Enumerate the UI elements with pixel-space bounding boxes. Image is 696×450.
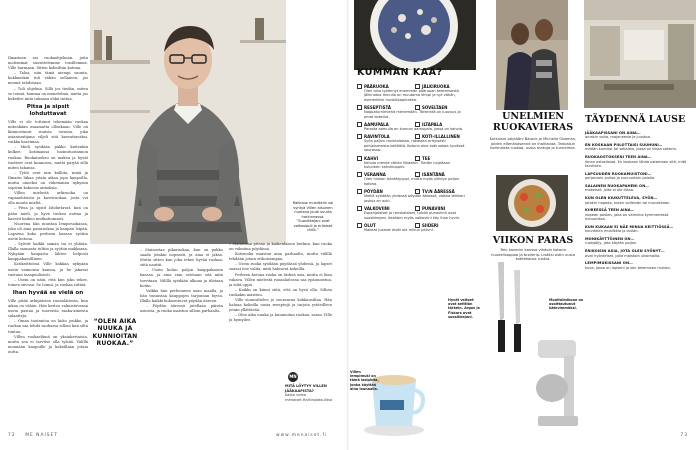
- tayd-question: JÄÄKAAPISSANI ON AINA…: [585, 131, 641, 135]
- quiz-option[interactable]: VALKOVIINI: [357, 206, 409, 211]
- quiz-item: [357, 122, 481, 131]
- list-item: [585, 249, 689, 258]
- quiz-item: [357, 189, 481, 203]
- article-paragraph: – Olen aika nuuka ja kunnioitan ruokaa, sanoo Ville ja hymyilee.: [229, 313, 332, 323]
- article-paragraph: Perheen kotona ruoka on tärkeä asia, mutta ei liian vakava. Villen mielestä ruoanlaitossa saa epäonnistua, ja siitä oppii.: [229, 272, 332, 287]
- tayd-answer: nopean pastan, joka on valmiina kymmenessä minuutissa.: [585, 212, 669, 222]
- article-paragraph: – Pitsa ja sipsit lohduttavat, kun on paha mieli, ja hyvä tuoksu auttaa ja kaverit kaiken mutkattomasti.: [8, 206, 88, 221]
- footer-left: [8, 433, 58, 438]
- quiz-list: [357, 84, 481, 235]
- unelmien-heading: UNELMIEN RUOKAVIERAS: [492, 111, 574, 133]
- list-item: [585, 172, 689, 181]
- tayd-question: EN KOSKAAN PIILOTTAISI SUUHUNI…: [585, 143, 663, 148]
- video-logo-icon[interactable]: MN: [288, 372, 298, 382]
- list-item: [585, 208, 689, 221]
- list-item: [585, 131, 689, 140]
- portrait-caption: Rakkaus musiikkiin sai syntyä Villen aisuinen nuorena joudi suurta harkinnassa. “Suosikkejani ovat valkosipuli ja erilaiset chilit.”: [292, 201, 334, 232]
- knives-photo: [480, 258, 540, 358]
- tayd-list: [585, 131, 689, 274]
- tayd-answer: ilman ostoslistaa. En koskaan lähde ostamaan sitä, mitä tarvitsen.: [585, 159, 687, 168]
- tayd-answer: perjantain pullaa ja sunnuntain paistia.: [585, 176, 656, 181]
- article-paragraph: – Mainostaa pikaruokaa, kun on pakko saada jotakin nopeasti, ja aina ei jaksa. Mutta sitten kun joku tekee hyvää ruokaa, siitä nauttii.: [140, 248, 223, 268]
- knives-illustration: [480, 258, 540, 358]
- quiz-description: Syön paljon ravintoloissa, rakastan erityisesti pohjoismaista keittiötä. Kotona aina kotiruokaa hyvässä seurassa.: [364, 139, 465, 153]
- tayd-answer: kuva, jossa on lapseni ja sen tekemisen muisto.: [585, 265, 671, 270]
- footer-url[interactable]: www.menaiset.fi: [276, 433, 328, 438]
- video-caption[interactable]: [285, 384, 339, 402]
- list-item: [585, 225, 689, 234]
- quiz-description: Parasta aamulla on kunnon aamupala, jossa on kahvia.: [364, 127, 464, 132]
- article-paragraph: Kotikeittiössä Ville kokkaa nykyään usein vaimonsa kanssa, ja he jakavat vastuun tasapuolisesti.: [8, 262, 88, 277]
- article-paragraph: Ville ei ole tottunut tekemään ruokaa mitenkään osaamatta ollenkaan. Ville on kiinnostunut ruuista sivussa, joka asiantuntijana viljeli sitä kasvattavaksi, vaikka kasvimaa.: [8, 119, 88, 145]
- list-item: [585, 261, 689, 270]
- article-paragraph: Villen ruokaelämä on yksinkertaista, mutta sen ei tarvitse olla tylsää. Välillä mennään kaupoille ja kokeillaan jotain uutta.: [8, 334, 88, 354]
- video-caption-title: MITÄ LÖYTYY VILLEN JÄÄKAAPISTA?: [285, 384, 327, 393]
- mixer-photo: [534, 330, 580, 438]
- article-paragraph: – Syövät kaikki saman tai ei yhtään. Illalla saunasta tultiin ja syötiin makkaraa. Nykyään kaupasta lähtee helposti kauppakassillinen.: [8, 242, 88, 262]
- quiz-heading: KUMMAN KAA?: [357, 67, 443, 78]
- article-column-2: [140, 248, 223, 428]
- vikon-heading: VIIKON PARAS: [492, 235, 574, 246]
- interior-photo: [584, 0, 696, 108]
- mixer-illustration: [534, 330, 580, 438]
- unelmien-text: Kutsuisin pöytääni Barack ja Michelle Obaman, joiden elämänasenne on ihailtavaa. Tarjoaisin kotimaista ruokaa, uusia makuja ja tunnelmia.: [489, 137, 577, 151]
- quiz-item: [357, 172, 481, 186]
- subheading-pitsa: Pitsa ja sipsit lohduttavat: [26, 103, 70, 117]
- list-item: [585, 184, 689, 193]
- quiz-option[interactable]: RAVINTOLA: [357, 134, 409, 139]
- list-item: [585, 143, 689, 152]
- list-item: [585, 196, 689, 205]
- article-paragraph: – Mainostaa pitsan ja kaikenlaisen herkun, kun ruoka on valmiina pöydässä.: [229, 242, 332, 252]
- quiz-option[interactable]: AAMUPALA: [357, 122, 409, 127]
- quiz-item: [357, 223, 481, 232]
- portrait-illustration: [90, 0, 286, 244]
- tayd-answer: ruokaöljy, jota käytän paljon.: [585, 241, 638, 246]
- quiz-description: Olen hiukan isäntätyyppi, mutta myös viihdyn paljon kotona.: [364, 177, 460, 186]
- pull-quote: “OLEN AIKA NUUKA JA KUNNIOITAN RUOKAA.”: [92, 318, 138, 348]
- quiz-description: Kahvia menee vähän liikaakin. Tiedän nojaltaan kuluneen kahvikuppini.: [364, 160, 451, 170]
- subheading-ihan-hyvaa: Ihan hyvää se vielä on: [12, 289, 84, 296]
- quiz-option[interactable]: RESEPTISTÄ: [357, 105, 409, 110]
- knives-caption: Hyvät veitset ovat keittiön tärkein. Argos ja Fiskars ovat suosikkejani.: [448, 298, 480, 319]
- quiz-option[interactable]: JÄLKIRUOKA: [415, 84, 467, 89]
- tayd-question: SALAINEN RUOKAPAHENI ON…: [585, 184, 650, 189]
- tayd-question: MONIKÄYTTÖINEN ON…: [585, 237, 635, 242]
- list-item: [585, 155, 689, 168]
- article-paragraph: Ilmarinen sai ruokaohjelman, joita molemmat suosittelemme toisillemme. Ville harmaan. Sitten kokeiltiin kotona.: [8, 56, 88, 71]
- quiz-item: [357, 206, 481, 220]
- couple-illustration: [496, 0, 568, 110]
- quiz-option[interactable]: TV:N ÄÄRESSÄ: [415, 189, 467, 194]
- quiz-option[interactable]: ISÄNTÄNÄ: [415, 172, 467, 177]
- tayd-answer: ovat hyönteiset, joita maistoin ulkomailla.: [585, 253, 661, 258]
- tayd-answer: mitään kumiksi tai sellaista, jossa on liikaa sokeria.: [585, 147, 677, 152]
- tayd-question: KUN OLEN KIUKUTTELEVA, SYÖN…: [585, 196, 658, 201]
- quiz-item: [357, 84, 481, 102]
- tayd-answer: makeiset, joita ei ole liikaa.: [585, 188, 635, 193]
- food-photo: [496, 175, 568, 231]
- interior-illustration: [584, 0, 696, 108]
- article-paragraph: Ville suunnittelee jo seuraavaa kokkausiltaa. Hän haluaa kokeilla uusia reseptejä ja tarjota ystävilleen jotain yllättävää.: [229, 298, 332, 313]
- quiz-description: Olen aina tykännyt enemmän pääruoan tekemisestä. Jälkiruoka minulla on muutama lempi ja nyt vähän, esimerkiksi mustikkapiirakka.: [364, 89, 460, 102]
- article-paragraph: – Taloa, niin tämä aiempi suunta, kokkauskin tuli vähän sellainen, jos mennä tahdotaan.: [8, 71, 88, 86]
- list-item: [585, 237, 689, 246]
- tayd-answer: kuuntelen musiikkia ja laulan.: [585, 229, 639, 234]
- mug-caption: Villen lempimuki on tämä lasipinta, jonka käyttää aina lounaalla.: [350, 370, 379, 391]
- quiz-description: Noppaturnimiehä menemään. Tärkeintä on luovuus ja omat kokeilut.: [364, 110, 461, 119]
- tayd-question: ERIKOISIN ASIA, JOTA OLEN SYÖNYT…: [585, 249, 665, 254]
- quiz-option[interactable]: TEE: [415, 156, 467, 161]
- article-paragraph: – Kaikki on kiinni siitä, että on hyvä olla. Silloin ruokakin maistuu.: [229, 287, 332, 297]
- quiz-option[interactable]: VERANNA: [357, 172, 409, 177]
- article-paragraph: Kotiruoka maistuu aina parhaalta, mutta välillä tehdään jotain erikoisempaa.: [229, 252, 332, 262]
- article-paragraph: – Tuli ohjelma. Sillä jos tiedän, miten se toimii, homma on menetelmä, mutta jos kokeilee mitä tahansa ehkä tuttua.: [8, 86, 88, 101]
- tayd-question: LAPSUUDEN RUOKAMUISTONI…: [585, 171, 652, 176]
- quiz-option[interactable]: OLUT: [357, 223, 409, 228]
- tayd-heading: TÄYDENNÄ LAUSE: [585, 114, 686, 125]
- page-number-right: 73: [680, 433, 688, 438]
- quiz-description: Espanjalaiset ja ranskalaiset, tuhdit punaviinit ovat suosikkejani. Kesäisin myös valkoviini käy ihan hyvin.: [364, 211, 461, 220]
- plate-illustration: [354, 0, 476, 70]
- article-paragraph: Valkka hän perheineen asuu maalla, ja hän tunnistaa kauppojen tarjonnan hyvin. Illalla kaikki kokoontuvat pöydän ääreen.: [140, 288, 223, 303]
- tayd-question: LEMPIMUKISSANI ON…: [585, 261, 633, 266]
- tayd-answer: ainakin voita, majoneesia ja juustoa.: [585, 135, 651, 140]
- quiz-option[interactable]: KAHVI: [357, 156, 409, 161]
- article-column-1: [8, 56, 88, 428]
- couple-photo: [496, 0, 568, 110]
- vikon-text: Tein kaverini kanssa vihdoin kotona nuudelisoppaa ja broileria. Lisäksi ostin uusia kotitekoisia ruokia.: [491, 248, 575, 262]
- quiz-item: [357, 134, 481, 152]
- article-paragraph: – Usein on näin, että kun joku tekee, toinen siivoaa. Se toimii, ja ruokaa riittää.: [8, 277, 88, 287]
- magazine-name: ME NAISET: [25, 433, 58, 438]
- tayd-answer: jotakin nopeaa, kuten voileivän tai munakkaan.: [585, 200, 671, 205]
- article-paragraph: Ville pitää arkipäivien ruoanlaitosta, kun aikaa on vähän. Hän kertoo valmistavansa usein pastaa ja tuoreista raaka-aineista salaatteja.: [8, 298, 88, 319]
- video-caption-link[interactable]: Katso video menaiset.fi/villeplatsulitsa: [285, 393, 333, 402]
- quiz-option[interactable]: PUNAVIINI: [415, 206, 467, 211]
- plate-photo: [354, 0, 476, 70]
- article-paragraph: – Mieli syödään pakko kuitenkin kulkee, kotimaissa luomutuotannon ruokaa. Ruokatuoksu on makea ja hyvät tuotteet ovat kunnossa, mutta pärjää sillä miten tahansa.: [8, 145, 88, 170]
- quiz-option[interactable]: SOVELTAEN: [415, 105, 467, 110]
- portrait-photo: [90, 0, 286, 244]
- quiz-item: [357, 105, 481, 119]
- article-paragraph: – Pöydän ääressä jutellaan päivän asioista, ja ruoka maistuu silloin parhaalta.: [140, 304, 223, 314]
- quiz-option[interactable]: ILTAPALA: [415, 122, 467, 127]
- quiz-description: Meillä syödään yhdessä pöydän ääressä, vaikka telkkari joskus on auki.: [364, 194, 465, 203]
- mixer-caption: Monitoimikone on osoittautunut kätevimmäksi.: [549, 298, 584, 311]
- quiz-option[interactable]: KOTI-ILLALLINEN: [415, 134, 467, 139]
- tayd-question: KUN KUKAAN EI NÄE MINUA KEITTIÖSSÄ…: [585, 224, 674, 229]
- article-paragraph: – Usein ruoka syödään pöydässä yhdessä, ja lapset saavat itse valita, mitä haluavat kokeilla.: [229, 262, 332, 272]
- article-paragraph: – Omaa tuotantoa on koko joukko, ja ruokaa saa tehdä rauhassa silloin kun siltä tuntuu.: [8, 319, 88, 334]
- tayd-question: KIIREESSÄ TEEN AINA…: [585, 208, 635, 213]
- quiz-option[interactable]: PÄÄRUOKA: [357, 84, 409, 89]
- quiz-option[interactable]: SIIDERI: [415, 223, 467, 228]
- quiz-item: [357, 156, 481, 170]
- article-paragraph: – Tytöt ovat niin kalliita, minä ja Ilmarin liikaa jotain aikaa jopa kaupoilla, mutta onneksi on vähemmän nykyisin sopivan kokoisia annoksia.: [8, 170, 88, 191]
- quiz-option[interactable]: PÖYDÄN: [357, 189, 409, 194]
- page-number-left: 72: [8, 433, 16, 438]
- food-illustration: [496, 175, 568, 231]
- tayd-question: RUOKAOSTOKSENI TEEN AINA…: [585, 155, 652, 160]
- article-paragraph: – Usein kuluu paljon kauppakassin kanssa, ja aina vain ostetaan sitä mitä tarvitaan. Välillä syödään ulkona ja tilataan kotiin.: [140, 268, 223, 288]
- quiz-description: Makeat juomat eivät ole minun juttuni.: [364, 227, 434, 232]
- article-paragraph: Nuorena hän muistaa lempiruokansa, joka oli aina pataruokaa ja kaupan leipää. Lapsena koko perheen kanssa syötiin usein kotona.: [8, 221, 88, 241]
- article-paragraph: Villen mielestä arkiruoka on vapaaehtoista ja kasviruokaa, josta voi olla monta mieltä.: [8, 191, 88, 206]
